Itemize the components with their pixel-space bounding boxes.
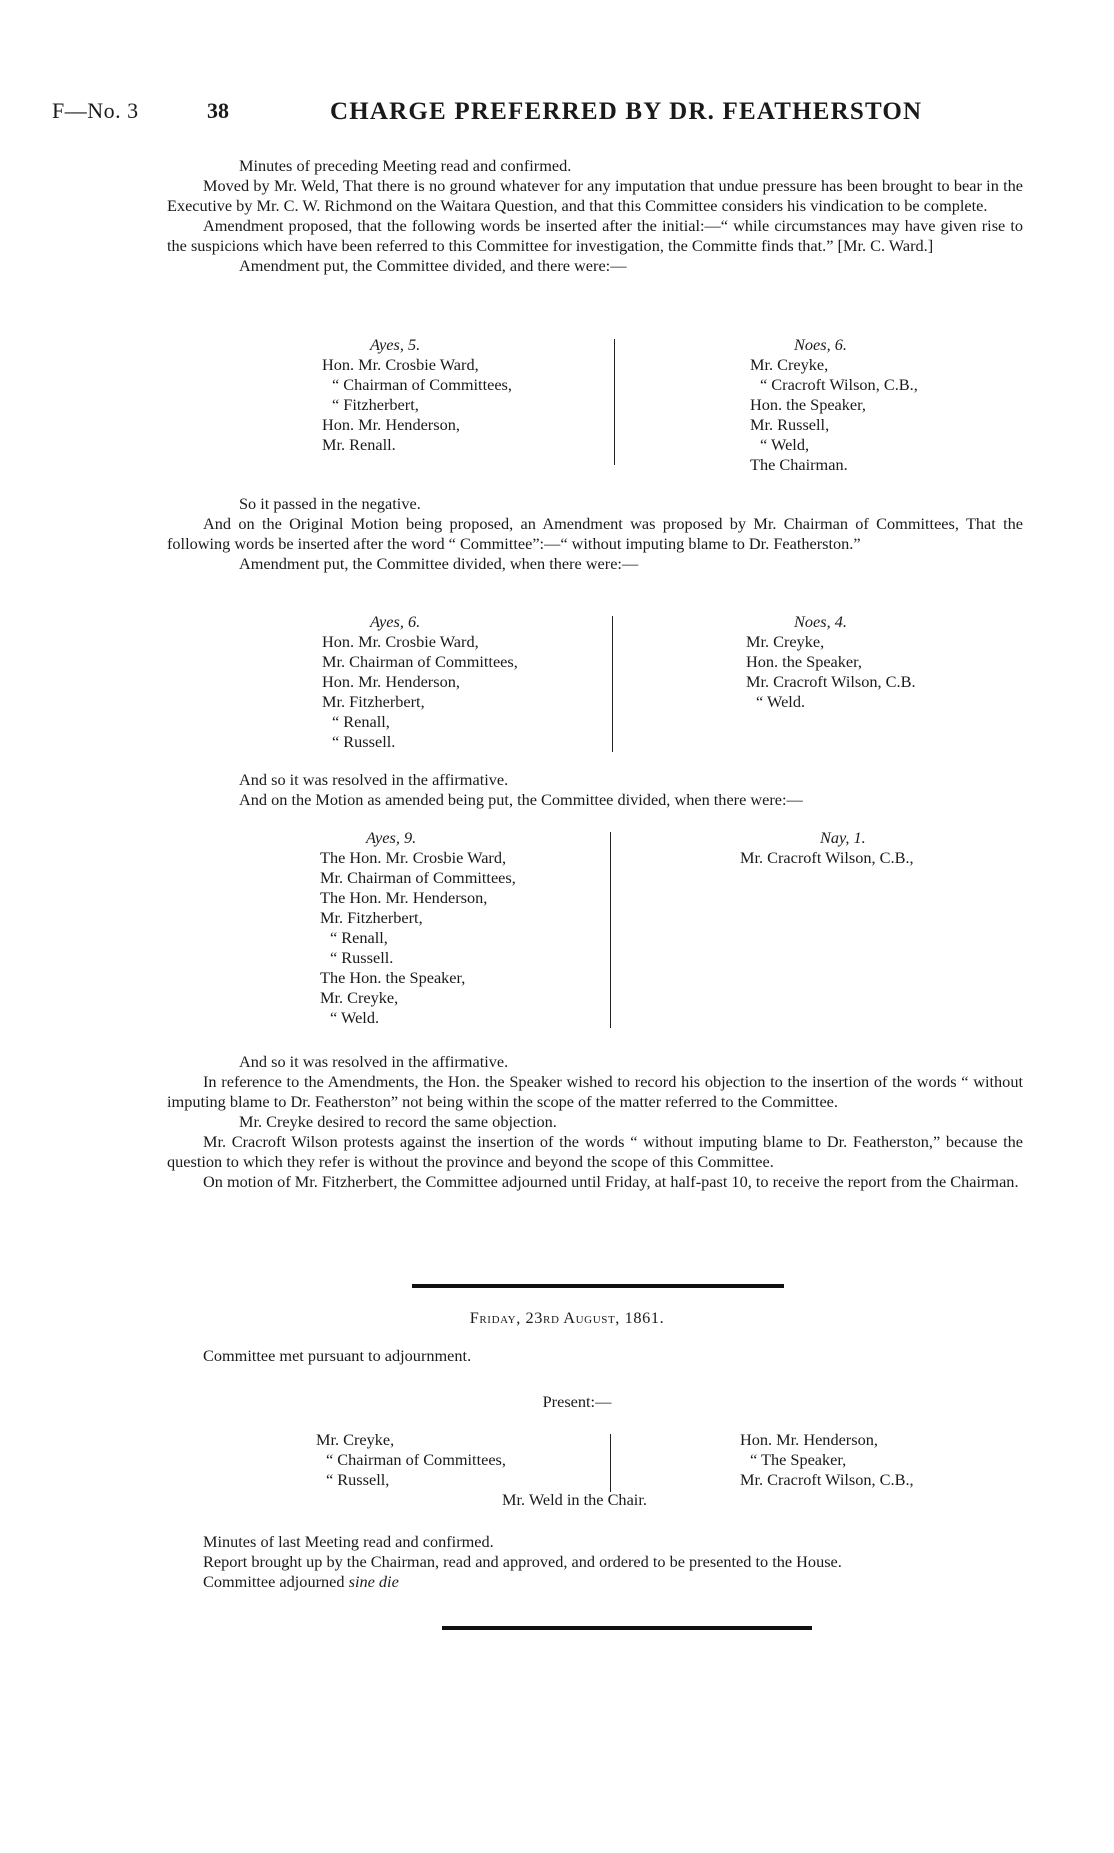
member-name: Hon. Mr. Henderson, [322, 415, 460, 434]
section-rule [442, 1626, 812, 1630]
paragraph: Amendment proposed, that the following words be inserted after the initial:—“ while circumstances may have given rise to the suspicions which have been referred to this Committee for investigation, the Committe finds that.” [Mr. C. Ward.] [167, 216, 1023, 255]
section-objections [167, 1052, 1023, 1192]
member-name: “ Weld. [756, 692, 806, 711]
chair-line: Mr. Weld in the Chair. [502, 1490, 647, 1509]
column-divider [610, 832, 611, 1028]
meeting-opening [203, 1346, 1023, 1366]
column-divider [612, 616, 613, 752]
member-name: Mr. Fitzherbert, [322, 692, 425, 711]
paragraph: And on the Original Motion being proposed, an Amendment was proposed by Mr. Chairman of Committees, That the following words be inserted after the word “ Committee”:—“ without imputing blame to Dr. Featherston.” [167, 514, 1023, 553]
member-name: Mr. Chairman of Committees, [320, 868, 516, 887]
paragraph: Amendment put, the Committee divided, when there were:— [239, 554, 639, 573]
paragraph [203, 1572, 1023, 1592]
section-amendment [167, 494, 1023, 574]
member-name: Mr. Creyke, [750, 355, 829, 374]
member-name: Hon. the Speaker, [746, 652, 862, 671]
paragraph: In reference to the Amendments, the Hon. the Speaker wished to record his objection to the insertion of the words “ without imputing blame to Dr. Featherston” not being within the scope of the matter referred to the Committee. [167, 1072, 1023, 1111]
paragraph: Minutes of preceding Meeting read and confirmed. [239, 156, 572, 175]
column-divider [610, 1434, 611, 1492]
member-name: Mr. Creyke, [320, 988, 399, 1007]
paragraph: Minutes of last Meeting read and confirmed. [203, 1532, 494, 1551]
noes-heading: Nay, 1. [820, 828, 866, 847]
member-name: “ Chairman of Committees, [326, 1450, 506, 1469]
column-divider [614, 339, 615, 465]
meeting-date: Friday, 23rd August, 1861. [469, 1308, 665, 1327]
member-name: Mr. Creyke, [746, 632, 825, 651]
member-name: The Hon. Mr. Crosbie Ward, [320, 848, 507, 867]
member-name: The Chairman. [750, 455, 848, 474]
ayes-column [320, 828, 610, 1028]
member-name: Mr. Cracroft Wilson, C.B. [746, 672, 916, 691]
member-name: “ Russell. [332, 732, 396, 751]
paragraph: And so it was resolved in the affirmative. [239, 770, 509, 789]
page-title: CHARGE PREFERRED BY DR. FEATHERSTON [330, 98, 923, 125]
member-name: “ Weld, [760, 435, 810, 454]
paragraph: Committee met pursuant to adjournment. [203, 1346, 472, 1365]
ayes-heading: Ayes, 9. [366, 828, 417, 847]
member-name: Mr. Fitzherbert, [320, 908, 423, 927]
meeting-closing [203, 1532, 1023, 1592]
section-motion-amended [203, 770, 1023, 810]
noes-column [746, 612, 986, 712]
division-list-1 [322, 335, 982, 474]
member-name: “ Chairman of Committees, [332, 375, 512, 394]
ayes-column [322, 612, 602, 752]
noes-heading: Noes, 4. [794, 612, 847, 631]
section-motion [167, 156, 1023, 276]
present-left-column [316, 1430, 606, 1490]
division-list-2 [322, 612, 982, 751]
noes-column [740, 828, 1000, 868]
section-rule [412, 1284, 784, 1288]
paragraph: And so it was resolved in the affirmative. [239, 1052, 509, 1071]
adjourned-term: sine die [348, 1572, 399, 1591]
paragraph: Amendment put, the Committee divided, and there were:— [239, 256, 627, 275]
member-name: Mr. Creyke, [316, 1430, 395, 1449]
ayes-heading: Ayes, 6. [370, 612, 421, 631]
member-name: Hon. Mr. Crosbie Ward, [322, 355, 479, 374]
paper-reference: F—No. 3 [52, 98, 139, 123]
member-name: “ Russell. [330, 948, 394, 967]
member-name: Hon. Mr. Crosbie Ward, [322, 632, 479, 651]
paragraph: Mr. Cracroft Wilson protests against the insertion of the words “ without imputing blame to Dr. Featherston,” because the question to which they refer is without the province and beyond the scope of this Committee. [167, 1132, 1023, 1171]
ayes-heading: Ayes, 5. [370, 335, 421, 354]
member-name: Mr. Cracroft Wilson, C.B., [740, 1470, 914, 1489]
noes-column [750, 335, 990, 475]
member-name: The Hon. Mr. Henderson, [320, 888, 488, 907]
page-number: 38 [207, 98, 229, 123]
member-name: Hon. the Speaker, [750, 395, 866, 414]
division-list-3 [320, 828, 1000, 1028]
member-name: “ Russell, [326, 1470, 390, 1489]
member-name: The Hon. the Speaker, [320, 968, 466, 987]
present-list [316, 1430, 1016, 1520]
paragraph: Moved by Mr. Weld, That there is no ground whatever for any imputation that undue pressure has been brought to bear in the Executive by Mr. C. W. Richmond on the Waitara Question, and that this Committee considers his vindication to be complete. [167, 176, 1023, 215]
member-name: “ Fitzherbert, [332, 395, 419, 414]
member-name: “ Renall, [332, 712, 390, 731]
paragraph: Mr. Creyke desired to record the same objection. [239, 1112, 557, 1131]
member-name: Mr. Renall. [322, 435, 396, 454]
member-name: “ Weld. [330, 1008, 380, 1027]
member-name: “ Cracroft Wilson, C.B., [760, 375, 918, 394]
member-name: Mr. Russell, [750, 415, 830, 434]
ayes-column [322, 335, 602, 455]
paragraph: So it passed in the negative. [239, 494, 421, 513]
present-heading: Present:— [542, 1392, 612, 1411]
member-name: Hon. Mr. Henderson, [322, 672, 460, 691]
present-right-column [740, 1430, 1010, 1490]
member-name: “ The Speaker, [750, 1450, 847, 1469]
paragraph: And on the Motion as amended being put, the Committee divided, when there were:— [239, 790, 803, 809]
member-name: “ Renall, [330, 928, 388, 947]
member-name: Hon. Mr. Henderson, [740, 1430, 878, 1449]
adjourned-text: Committee adjourned [203, 1572, 345, 1591]
member-name: Mr. Chairman of Committees, [322, 652, 518, 671]
member-name: Mr. Cracroft Wilson, C.B., [740, 848, 914, 867]
paragraph: On motion of Mr. Fitzherbert, the Committee adjourned until Friday, at half-past 10, to receive the report from the Chairman. [203, 1172, 1019, 1191]
noes-heading: Noes, 6. [794, 335, 847, 354]
paragraph: Report brought up by the Chairman, read and approved, and ordered to be presented to the House. [203, 1552, 842, 1571]
